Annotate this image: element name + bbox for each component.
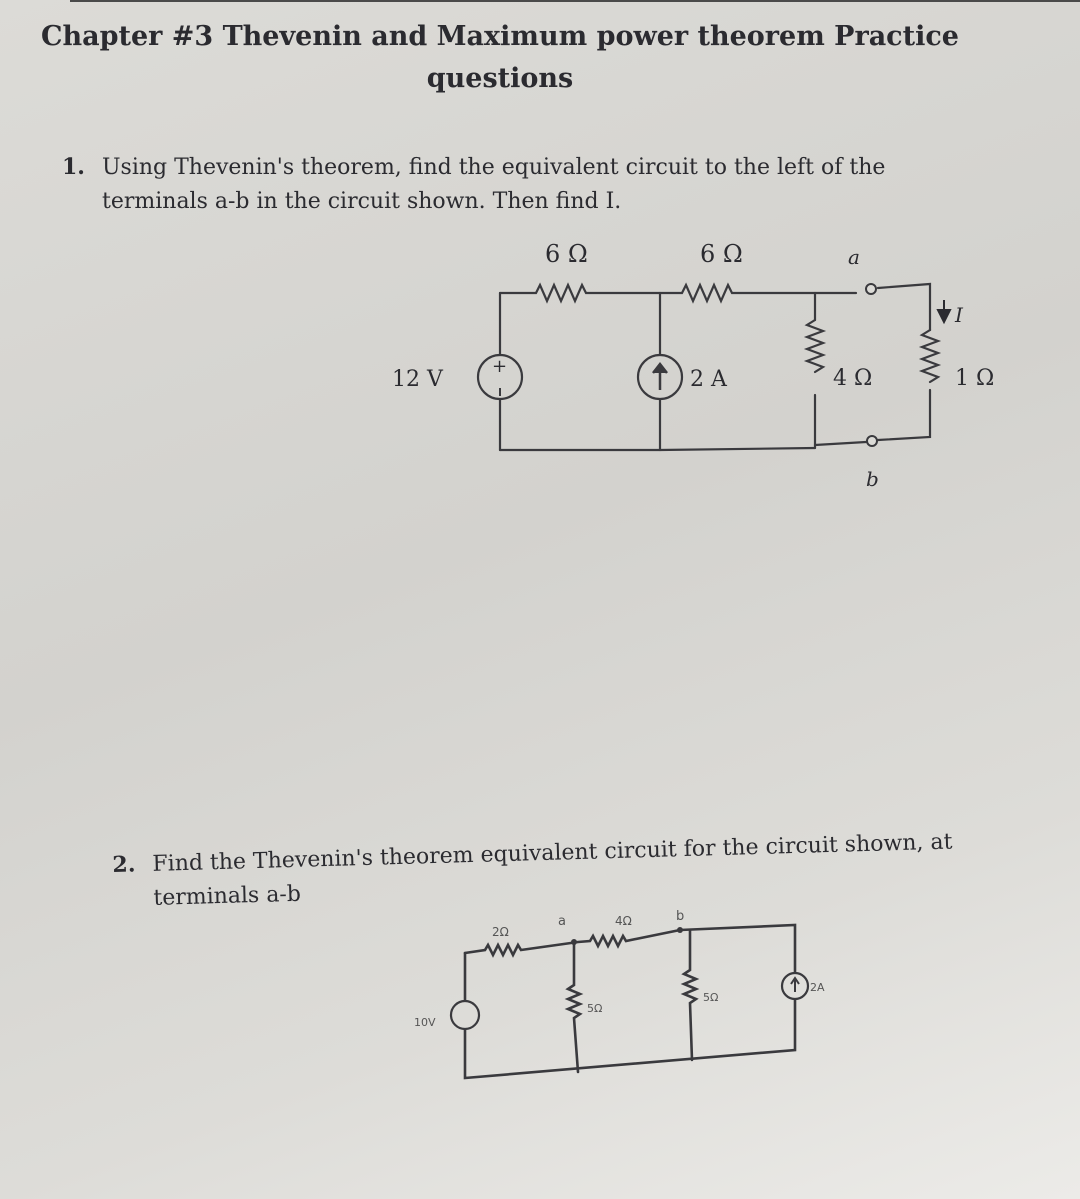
label-2-r3: 5Ω — [587, 1002, 603, 1015]
bottom-wire — [500, 448, 815, 450]
question-2-line-1: Find the Thevenin's theorem equivalent circuit for the circuit shown, at — [152, 829, 953, 877]
label-current-i: I — [955, 303, 963, 327]
wire-a-to-1ohm — [878, 284, 930, 330]
label-r4: 1 Ω — [955, 366, 995, 391]
terminal-a — [866, 284, 876, 294]
terminal-b — [867, 436, 877, 446]
question-1-line-2: terminals a-b in the circuit shown. Then find I. — [102, 189, 622, 214]
question-2-number: 2. — [112, 851, 136, 878]
question-2-line-2: terminals a-b — [153, 881, 302, 911]
label-r3: 4 Ω — [833, 366, 873, 391]
resistor-4ohm — [807, 320, 823, 372]
top-wire-with-resistors — [500, 285, 856, 301]
question-1-line-1: Using Thevenin's theorem, find the equivalent circuit to the left of the — [102, 155, 886, 180]
label-terminal-a: a — [848, 245, 860, 269]
label-2-voltage-source: 10V — [414, 1016, 436, 1029]
label-plus: + — [492, 356, 508, 377]
label-2-r2: 4Ω — [615, 914, 632, 928]
resistor-1ohm — [922, 330, 938, 382]
label-2-r1: 2Ω — [492, 925, 509, 939]
title-line-2: questions — [426, 63, 574, 94]
label-2-r4: 5Ω — [703, 991, 719, 1004]
label-terminal-b: b — [866, 467, 879, 491]
label-current-source: 2 A — [690, 367, 727, 392]
label-2-current-source: 2A — [810, 981, 825, 994]
label-r2: 6 Ω — [700, 240, 743, 268]
current-direction-arrow-icon — [938, 300, 950, 322]
current-arrow-icon — [653, 364, 667, 390]
label-voltage-source: 12 V — [392, 367, 443, 392]
label-2-terminal-b: b — [676, 909, 685, 924]
label-r1: 6 Ω — [545, 240, 588, 268]
question-1-number: 1. — [62, 154, 85, 180]
label-2-terminal-a: a — [558, 914, 566, 929]
title-line-1: Chapter #3 Thevenin and Maximum power theorem Practice — [41, 21, 959, 52]
